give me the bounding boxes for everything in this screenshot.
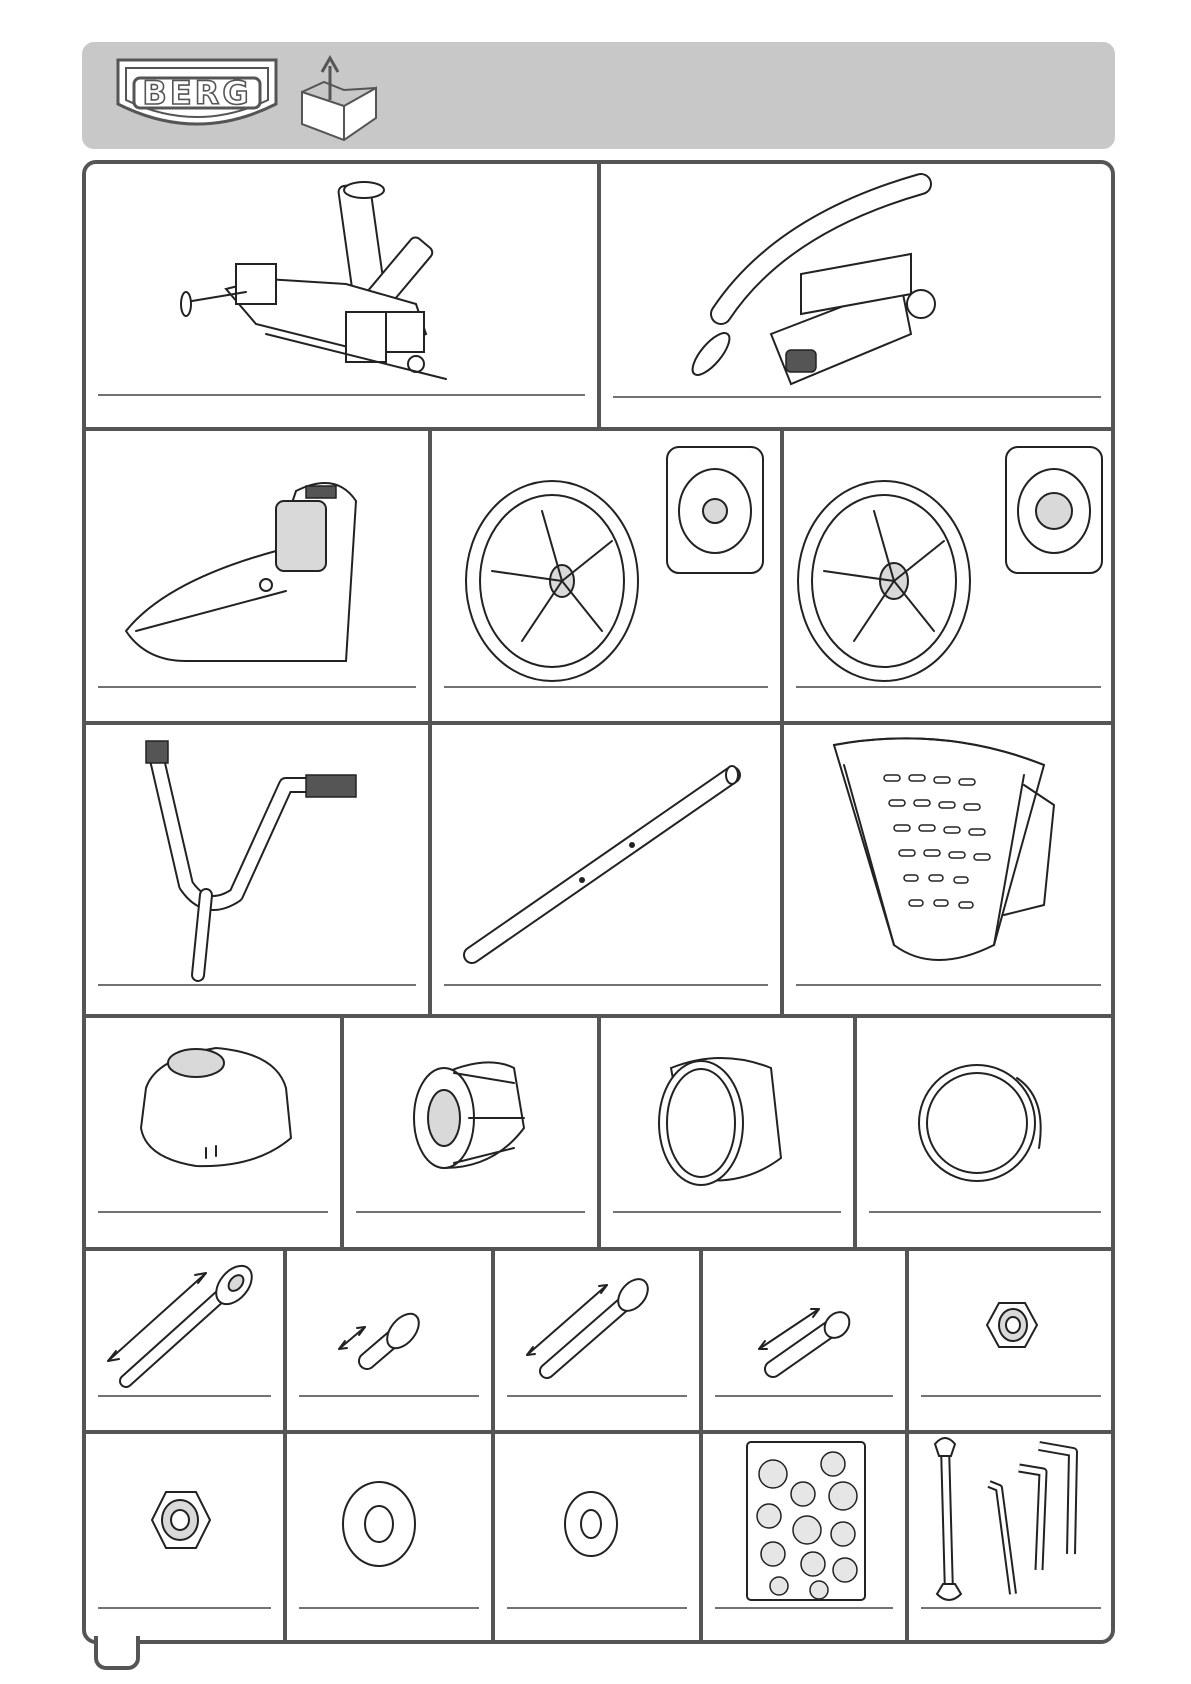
part-rear-wheel-right (784, 431, 1113, 721)
part-rear-wheel-left (432, 431, 780, 721)
long-bolt-icon (86, 1251, 283, 1430)
wheel-with-hub-icon (784, 431, 1113, 721)
part-bolt-small (703, 1251, 905, 1430)
small-bolt-icon (703, 1251, 905, 1430)
part-frame-front (601, 164, 1113, 427)
page-tab (94, 1636, 140, 1670)
wheel-with-hub-icon (432, 431, 780, 721)
washer-icon (495, 1434, 699, 1640)
brand-name: BERG (142, 74, 252, 112)
axle-tube-icon (432, 725, 780, 1014)
front-frame-with-pedals-icon (601, 164, 1113, 427)
part-hub-cap (344, 1018, 597, 1247)
part-nut-hex (86, 1434, 283, 1640)
part-tools (909, 1434, 1113, 1640)
berg-logo (112, 52, 282, 137)
seat-icon (86, 431, 428, 721)
part-washer-small (495, 1434, 699, 1640)
hub-cap-icon (344, 1018, 597, 1247)
part-frame-rear (86, 164, 597, 427)
sticker-sheet-icon (703, 1434, 905, 1640)
steering-cover-icon (86, 1018, 340, 1247)
washer-icon (287, 1434, 491, 1640)
medium-bolt-icon (495, 1251, 699, 1430)
ring-icon (601, 1018, 853, 1247)
part-rear-axle (432, 725, 780, 1014)
tools-icon (909, 1434, 1113, 1640)
part-handlebar (86, 725, 428, 1014)
header-bar (82, 42, 1115, 149)
part-sticker-sheet (703, 1434, 905, 1640)
part-bolt-medium (495, 1251, 699, 1430)
basket-icon (784, 725, 1113, 1014)
hex-nut-icon (86, 1434, 283, 1640)
part-ring-small (857, 1018, 1113, 1247)
handlebar-icon (86, 725, 428, 1014)
part-washer-large (287, 1434, 491, 1640)
part-bolt-long (86, 1251, 283, 1430)
rear-frame-icon (86, 164, 597, 427)
part-seat (86, 431, 428, 721)
part-ring-large (601, 1018, 853, 1247)
part-basket (784, 725, 1113, 1014)
part-nut-locking (909, 1251, 1113, 1430)
ring-icon (857, 1018, 1113, 1247)
part-steering-cover (86, 1018, 340, 1247)
short-bolt-icon (287, 1251, 491, 1430)
locking-nut-icon (909, 1251, 1113, 1430)
box-unpack-arrow-icon (294, 48, 390, 144)
part-bolt-short (287, 1251, 491, 1430)
